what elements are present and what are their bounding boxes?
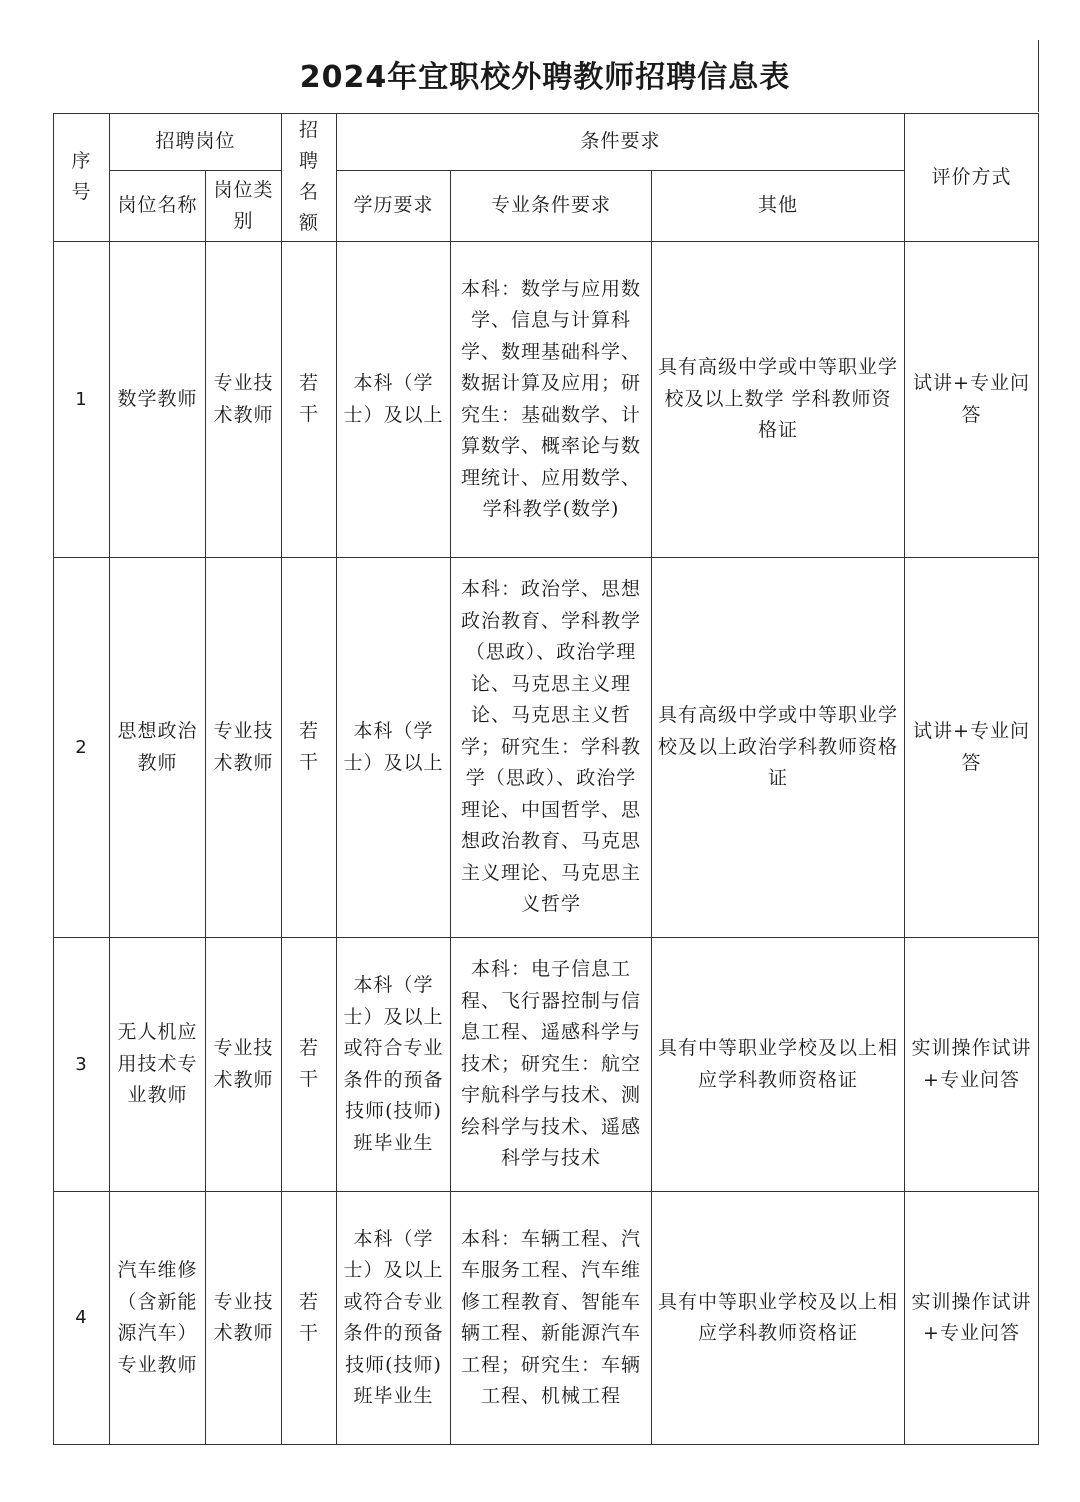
recruitment-table: [53, 113, 1039, 1445]
row-quota: 若干: [282, 1192, 337, 1445]
row-quota: 若干: [282, 242, 337, 558]
header-evaluation: 评价方式: [905, 114, 1039, 242]
row-position-type: 专业技术教师: [206, 242, 282, 558]
row-evaluation: 试讲+专业问答: [905, 242, 1039, 558]
row-position-type: 专业技术教师: [206, 1192, 282, 1445]
row-evaluation: 试讲+专业问答: [905, 558, 1039, 938]
page-title: 2024年宜职校外聘教师招聘信息表: [299, 60, 791, 95]
header-position-group: 招聘岗位: [110, 114, 282, 171]
row-position-type: 专业技术教师: [206, 938, 282, 1192]
row-major: 本科：数学与应用数学、信息与计算科学、数理基础科学、数据计算及应用；研究生：基础数学、计算数学、概率论与数理统计、应用数学、学科教学(数学): [451, 242, 652, 558]
header-position-name: 岗位名称: [110, 171, 206, 242]
header-requirements-group: 条件要求: [337, 114, 905, 171]
row-other: 具有中等职业学校及以上相应学科教师资格证: [652, 938, 905, 1192]
header-row-1: [54, 114, 1039, 171]
row-quota: 若干: [282, 938, 337, 1192]
row-position-name: 汽车维修（含新能源汽车）专业教师: [110, 1192, 206, 1445]
table-row: [54, 938, 1039, 1192]
header-row-2: [54, 171, 1039, 242]
row-major: 本科：政治学、思想政治教育、学科教学（思政）、政治学理论、马克思主义理论、马克思主义哲学；研究生：学科教学（思政）、政治学理论、中国哲学、思想政治教育、马克思主义理论、马克思主义哲学: [451, 558, 652, 938]
row-education: 本科（学士）及以上或符合专业条件的预备技师(技师)班毕业生: [337, 1192, 451, 1445]
header-seq: 序号: [54, 114, 110, 242]
row-seq: 3: [54, 938, 110, 1192]
row-seq: 4: [54, 1192, 110, 1445]
row-evaluation: 实训操作试讲+专业问答: [905, 1192, 1039, 1445]
row-position-name: 数学教师: [110, 242, 206, 558]
row-education: 本科（学士）及以上或符合专业条件的预备技师(技师)班毕业生: [337, 938, 451, 1192]
row-other: 具有高级中学或中等职业学校及以上政治学科教师资格证: [652, 558, 905, 938]
row-education: 本科（学士）及以上: [337, 558, 451, 938]
row-seq: 2: [54, 558, 110, 938]
header-other: 其他: [652, 171, 905, 242]
row-other: 具有中等职业学校及以上相应学科教师资格证: [652, 1192, 905, 1445]
table-row: [54, 1192, 1039, 1445]
row-major: 本科：电子信息工程、飞行器控制与信息工程、遥感科学与技术；研究生：航空宇航科学与技术、测绘科学与技术、遥感科学与技术: [451, 938, 652, 1192]
header-major: 专业条件要求: [451, 171, 652, 242]
row-quota: 若干: [282, 558, 337, 938]
row-evaluation: 实训操作试讲+专业问答: [905, 938, 1039, 1192]
row-position-name: 无人机应用技术专业教师: [110, 938, 206, 1192]
row-major: 本科：车辆工程、汽车服务工程、汽车维修工程教育、智能车辆工程、新能源汽车工程；研究生：车辆工程、机械工程: [451, 1192, 652, 1445]
table-row: [54, 242, 1039, 558]
header-position-type: 岗位类别: [206, 171, 282, 242]
row-education: 本科（学士）及以上: [337, 242, 451, 558]
row-position-name: 思想政治教师: [110, 558, 206, 938]
table-row: [54, 558, 1039, 938]
header-quota: 招聘名额: [282, 114, 337, 242]
header-education: 学历要求: [337, 171, 451, 242]
row-position-type: 专业技术教师: [206, 558, 282, 938]
row-other: 具有高级中学或中等职业学校及以上数学 学科教师资格证: [652, 242, 905, 558]
row-seq: 1: [54, 242, 110, 558]
